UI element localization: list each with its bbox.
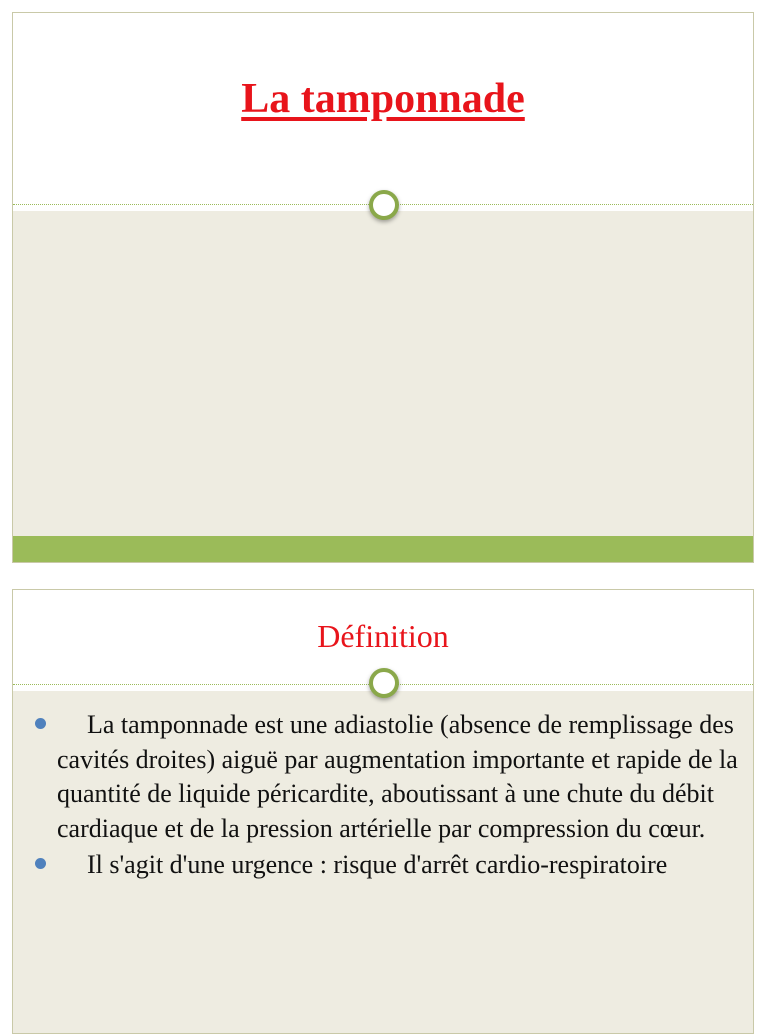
- bullet-text: La tamponnade est une adiastolie (absence de remplissage des cavités droites) aiguë par augmentation importante et rapide de la quantité de liquide péricardite, aboutissant à une chute du débit cardiaque et de la pression artérielle par compression du cœur.: [57, 710, 738, 843]
- list-item: [33, 848, 743, 883]
- slide-title: La tamponnade: [241, 76, 525, 122]
- ring-ornament-icon: [369, 668, 399, 698]
- bullet-text: Il s'agit d'une urgence : risque d'arrêt cardio-respiratoire: [87, 850, 668, 879]
- slide-body: [13, 211, 753, 538]
- slide-header: [13, 13, 753, 204]
- bullet-dot-icon: [35, 858, 46, 869]
- title-slide: [12, 12, 754, 563]
- definition-slide: [12, 589, 754, 1034]
- slide-title: Définition: [317, 618, 449, 654]
- list-item: [33, 708, 743, 846]
- ring-ornament-icon: [369, 190, 399, 220]
- bullet-list: [33, 708, 743, 885]
- bullet-dot-icon: [35, 718, 46, 729]
- footer-bar: [13, 536, 753, 562]
